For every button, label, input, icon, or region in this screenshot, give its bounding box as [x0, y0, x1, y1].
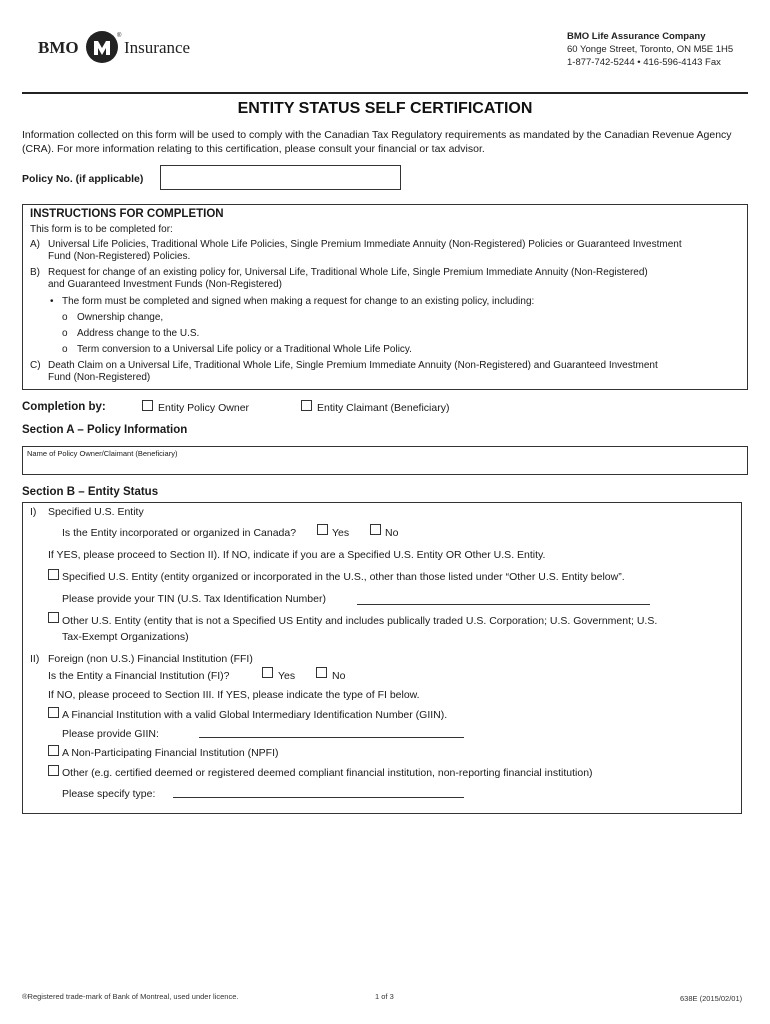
section-ii-instruction: If NO, please proceed to Section III. If YES, please indicate the type of FI below.	[48, 689, 420, 701]
specify-type-prompt: Please specify type:	[62, 788, 156, 800]
entity-claimant-label: Entity Claimant (Beneficiary)	[317, 402, 450, 414]
fi-yes-checkbox[interactable]	[262, 667, 273, 678]
page-number: 1 of 3	[375, 992, 394, 1001]
entity-policy-owner-label: Entity Policy Owner	[158, 402, 250, 414]
other-fi-label: Other (e.g. certified deemed or registered deemed compliant financial institution, non-reporting financial institution)	[62, 767, 593, 779]
instruction-a-line2: Fund (Non-Registered) Policies.	[48, 251, 191, 262]
section-ii-label: II)	[30, 653, 40, 665]
fi-yes-label: Yes	[278, 670, 296, 682]
section-ii-title: Foreign (non U.S.) Financial Institution (FFI)	[48, 653, 253, 665]
instruction-sub-3: Term conversion to a Universal Life policy or a Traditional Whole Life Policy.	[77, 344, 412, 355]
sub-marker: o	[62, 344, 68, 355]
other-us-entity-label-cont: Tax-Exempt Organizations)	[62, 631, 189, 643]
other-us-entity-checkbox[interactable]	[48, 612, 59, 623]
page-title: ENTITY STATUS SELF CERTIFICATION	[237, 100, 533, 117]
giin-input[interactable]	[199, 737, 464, 738]
section-b-heading: Section B – Entity Status	[22, 486, 159, 498]
entity-policy-owner-checkbox[interactable]	[142, 400, 153, 411]
header-divider	[22, 92, 748, 94]
instruction-a-label: A)	[30, 239, 40, 250]
logo-bmo-text: BMO	[38, 38, 79, 57]
instruction-c-line1: Death Claim on a Universal Life, Traditional Whole Life, Single Premium Immediate Annuity (Non-Registered) and Guaranteed Investment	[48, 360, 658, 371]
trademark-notice: ®Registered trade-mark of Bank of Montreal, used under licence.	[22, 992, 239, 1001]
registered-mark: ®	[117, 33, 122, 39]
specified-us-entity-checkbox[interactable]	[48, 569, 59, 580]
fi-no-checkbox[interactable]	[316, 667, 327, 678]
instruction-a-line1: Universal Life Policies, Traditional Whole Life Policies, Single Premium Immediate Annuity (Non-Registered) Policies or Guaranteed Investment	[48, 239, 682, 250]
instruction-c-label: C)	[30, 360, 41, 371]
incorporated-no-checkbox[interactable]	[370, 524, 381, 535]
instructions-heading: INSTRUCTIONS FOR COMPLETION	[30, 208, 224, 220]
policy-number-input[interactable]	[160, 165, 401, 190]
entity-claimant-checkbox[interactable]	[301, 400, 312, 411]
tin-prompt: Please provide your TIN (U.S. Tax Identification Number)	[62, 593, 326, 605]
instruction-b-line2: and Guaranteed Investment Funds (Non-Registered)	[48, 279, 283, 290]
npfi-checkbox[interactable]	[48, 745, 59, 756]
policy-owner-name-caption: Name of Policy Owner/Claimant (Beneficiary)	[27, 449, 178, 458]
instruction-sub-2: Address change to the U.S.	[77, 328, 200, 339]
section-i-instruction: If YES, please proceed to Section II). If NO, indicate if you are a Specified U.S. Entity OR Other U.S. Entity.	[48, 549, 546, 561]
instruction-c-line2: Fund (Non-Registered)	[48, 372, 151, 383]
intro-paragraph: Information collected on this form will be used to comply with the Canadian Tax Regulatory requirements as mandated by the Canadian Revenue Agency (CRA). For more information relating to this certification, please consult your financial or tax advisor.	[22, 129, 732, 155]
incorporated-yes-label: Yes	[332, 527, 350, 539]
incorporated-question: Is the Entity incorporated or organized in Canada?	[62, 527, 297, 539]
logo-insurance-text: Insurance	[124, 38, 191, 57]
company-address: 60 Yonge Street, Toronto, ON M5E 1H5	[567, 44, 734, 55]
giin-fi-checkbox[interactable]	[48, 707, 59, 718]
bullet: •	[50, 296, 54, 307]
company-phone: 1-877-742-5244 • 416-596-4143 Fax	[567, 57, 721, 68]
completion-by-label: Completion by:	[22, 401, 106, 413]
incorporated-yes-checkbox[interactable]	[317, 524, 328, 535]
sub-marker: o	[62, 328, 68, 339]
section-i-title: Specified U.S. Entity	[48, 506, 144, 518]
other-fi-checkbox[interactable]	[48, 765, 59, 776]
incorporated-no-label: No	[385, 527, 399, 539]
section-a-heading: Section A – Policy Information	[22, 424, 188, 436]
instruction-b-bullet: The form must be completed and signed when making a request for change to an existing policy, including:	[62, 296, 535, 307]
instruction-b-label: B)	[30, 267, 40, 278]
instruction-b-line1: Request for change of an existing policy for, Universal Life, Traditional Whole Life, Single Premium Immediate Annuity (Non-Registered)	[48, 267, 648, 278]
form-code: 638E (2015/02/01)	[680, 994, 743, 1003]
giin-fi-label: A Financial Institution with a valid Global Intermediary Identification Number (GIIN).	[62, 709, 448, 721]
section-i-label: I)	[30, 506, 37, 518]
giin-prompt: Please provide GIIN:	[62, 728, 159, 740]
sub-marker: o	[62, 312, 68, 323]
npfi-label: A Non-Participating Financial Institution (NPFI)	[62, 747, 279, 759]
fi-question: Is the Entity a Financial Institution (FI)?	[48, 670, 230, 682]
instructions-intro: This form is to be completed for:	[30, 224, 173, 235]
specify-type-input[interactable]	[173, 797, 464, 798]
fi-no-label: No	[332, 670, 346, 682]
instruction-sub-1: Ownership change,	[77, 312, 164, 323]
bmo-roundel-icon	[86, 31, 118, 63]
tin-input[interactable]	[357, 604, 650, 605]
company-info	[567, 30, 733, 69]
policy-number-label: Policy No. (if applicable)	[22, 173, 144, 185]
specified-us-entity-label: Specified U.S. Entity (entity organized or incorporated in the U.S., other than those listed under “Other U.S. Entity below”.	[62, 571, 625, 583]
company-name: BMO Life Assurance Company	[567, 31, 706, 42]
other-us-entity-label: Other U.S. Entity (entity that is not a Specified US Entity and includes publically traded U.S. Corporation; U.S. Government; U.S.	[62, 615, 658, 627]
